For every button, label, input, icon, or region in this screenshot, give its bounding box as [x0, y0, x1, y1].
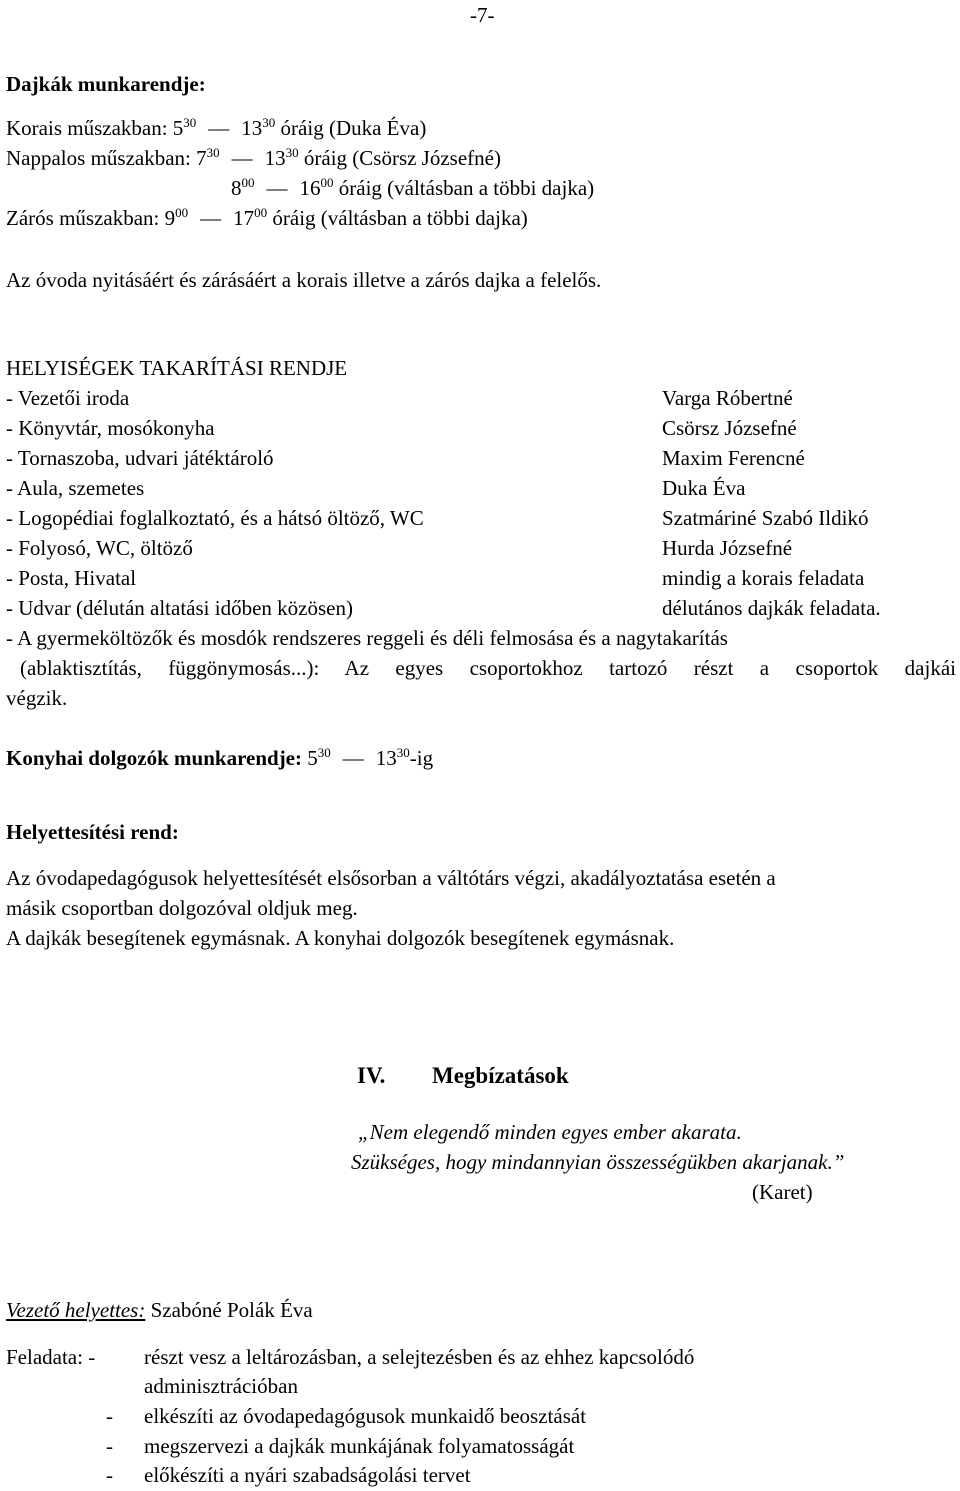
task-bullet: -	[106, 1463, 113, 1487]
section-title: Megbízatások	[432, 1063, 569, 1088]
task-1-line-2: adminisztrációban	[144, 1374, 298, 1398]
substitution-line-2: másik csoportban dolgozóval oldjuk meg.	[6, 896, 358, 920]
cleaning-room: - Posta, Hivatal	[6, 566, 137, 590]
substitution-line-1: Az óvodapedagógusok helyettesítését elsősorban a váltótárs végzi, akadályoztatása esetén a	[6, 866, 776, 890]
cleaning-paragraph-line-2: (ablaktisztítás, függönymosás...): Az egyes csoportokhoz tartozó részt a csoportok dajkái	[20, 658, 956, 680]
task-1-line-1: részt vesz a leltározásban, a selejtezésben és az ehhez kapcsolódó	[144, 1345, 695, 1369]
cleaning-person: Szatmáriné Szabó Ildikó	[662, 506, 869, 530]
korais-shift-line: Korais műszakban: $5^{30}$ — $13^{30}$ óráig (Duka Éva)	[6, 115, 427, 140]
cleaning-person: Varga Róbertné	[662, 386, 793, 410]
nappalos-shift-line: Nappalos műszakban: $7^{30}$ — $13^{30}$ óráig (Csörsz Józsefné)	[6, 145, 501, 170]
page-number: -7-	[470, 3, 495, 27]
opening-closing-note: Az óvoda nyitásáért és zárásáért a korais illetve a zárós dajka a felelős.	[6, 268, 602, 292]
deputy-line	[6, 1300, 313, 1321]
quote-author: (Karet)	[752, 1180, 813, 1204]
cleaning-paragraph-line-1: - A gyermeköltözők és mosdók rendszeres reggeli és déli felmosása és a nagytakarítás	[6, 626, 728, 650]
kitchen-heading: Konyhai dolgozók munkarendje:	[6, 746, 302, 770]
cleaning-room: - Vezetői iroda	[6, 386, 130, 410]
quote-line-2: Szükséges, hogy mindannyian összességükben akarjanak.”	[351, 1150, 845, 1174]
substitution-heading: Helyettesítési rend:	[6, 820, 179, 844]
deputy-label: Vezető helyettes:	[6, 1298, 146, 1322]
cleaning-person: Maxim Ferencné	[662, 446, 805, 470]
cleaning-room: - Aula, szemetes	[6, 476, 145, 500]
task-bullet: -	[106, 1404, 113, 1428]
cleaning-person: délutános dajkák feladata.	[662, 596, 881, 620]
cleaning-heading: HELYISÉGEK TAKARÍTÁSI RENDJE	[6, 356, 348, 380]
cleaning-person: Duka Éva	[662, 476, 746, 500]
cleaning-person: Csörsz Józsefné	[662, 416, 797, 440]
cleaning-room: - Könyvtár, mosókonyha	[6, 416, 215, 440]
task-bullet: -	[106, 1434, 113, 1458]
dajkak-heading: Dajkák munkarendje:	[6, 72, 206, 96]
task-3: megszervezi a dajkák munkájának folyamatosságát	[144, 1434, 575, 1458]
substitution-line-3: A dajkák besegítenek egymásnak. A konyhai dolgozók besegítenek egymásnak.	[6, 926, 675, 950]
tasks-label: Feladata: -	[6, 1345, 96, 1369]
quote-line-1: „Nem elegendő minden egyes ember akarata.	[358, 1120, 742, 1144]
cleaning-room: - Tornaszoba, udvari játéktároló	[6, 446, 274, 470]
nappalos-shift-line-2: $8^{00}$ — $16^{00}$ óráig (váltásban a többi dajka)	[231, 175, 595, 200]
section-number: IV.	[357, 1063, 386, 1088]
cleaning-room: - Udvar (délután altatási időben közösen)	[6, 596, 353, 620]
task-4: előkészíti a nyári szabadságolási tervet	[144, 1463, 471, 1487]
deputy-name: Szabóné Polák Éva	[145, 1298, 313, 1322]
cleaning-person: mindig a korais feladata	[662, 566, 865, 590]
task-2: elkészíti az óvodapedagógusok munkaidő beosztását	[144, 1404, 587, 1428]
zaros-shift-line: Zárós műszakban: $9^{00}$ — $17^{00}$ óráig (váltásban a többi dajka)	[6, 205, 528, 230]
cleaning-room: - Logopédiai foglalkoztató, és a hátsó öltöző, WC	[6, 506, 424, 530]
cleaning-room: - Folyosó, WC, öltöző	[6, 536, 193, 560]
cleaning-paragraph-line-3: végzik.	[6, 686, 68, 710]
cleaning-person: Hurda Józsefné	[662, 536, 793, 560]
kitchen-schedule-line: Konyhai dolgozók munkarendje: $5^{30}$ — $13^{30}-ig$	[6, 745, 434, 770]
